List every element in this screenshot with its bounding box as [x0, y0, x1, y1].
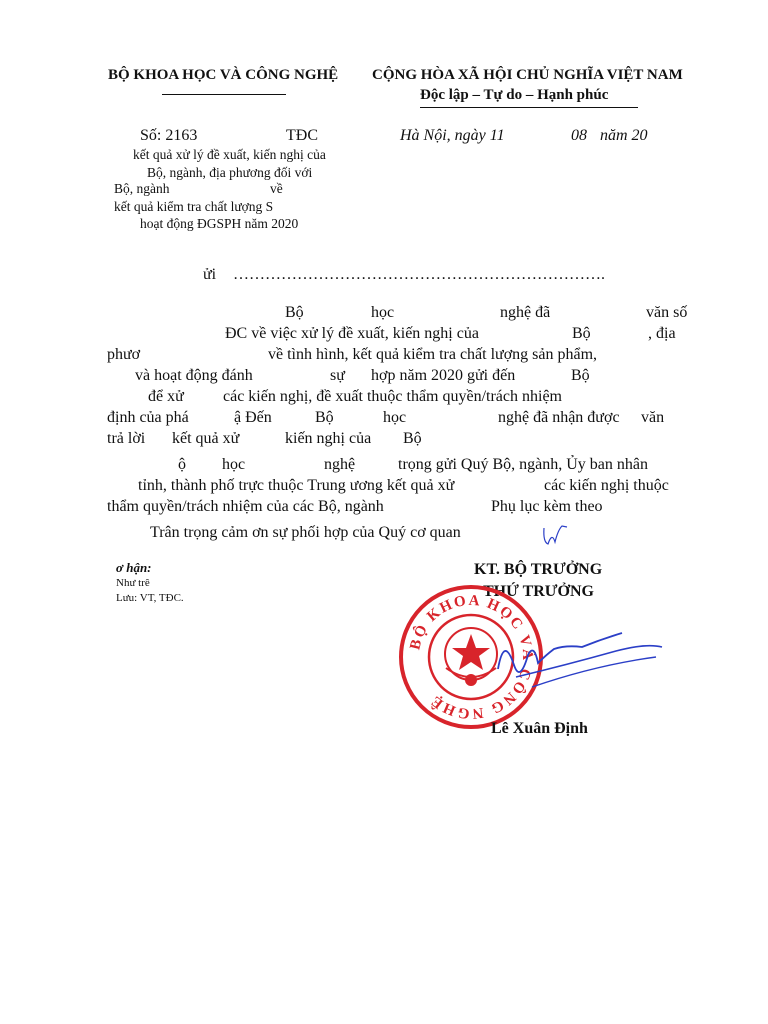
receivers-line-1: Như trê — [116, 577, 150, 589]
p1-l1-a: Bộ — [285, 304, 304, 321]
p1-l2-c: , địa — [648, 325, 676, 342]
p1-l3-a: phươ — [107, 346, 141, 363]
signer-name: Lê Xuân Định — [491, 720, 588, 737]
p1-l7-b: kết quả xử — [172, 430, 240, 447]
receivers-title: ơ hận: — [116, 560, 152, 575]
p1-l2-b: Bộ — [572, 325, 591, 342]
place-date: Hà Nội, ngày 11 — [400, 127, 505, 144]
p1-l6-a: định của phá — [107, 409, 189, 426]
recipient-prefix: ửi — [203, 266, 217, 283]
signature-title-1: KT. BỘ TRƯỞNG — [474, 561, 603, 578]
ministry-name: BỘ KHOA HỌC VÀ CÔNG NGHỆ — [108, 67, 339, 83]
p2-l1-c: nghệ — [324, 456, 356, 473]
p2-l1-b: học — [222, 456, 246, 473]
p1-l1-d: văn số — [646, 304, 688, 321]
date-month: 08 — [571, 127, 587, 144]
p1-l3-b: về tình hình, kết quả kiểm tra chất lượng sản phẩm, — [268, 346, 598, 363]
subject-line-4: kết quả kiểm tra chất lượng S — [114, 199, 274, 214]
subject-line-5: hoạt động ĐGSPH năm 2020 — [140, 216, 299, 231]
republic-title: CỘNG HÒA XÃ HỘI CHỦ NGHĨA VIỆT NAM — [372, 67, 683, 83]
p2-l3-b: Phụ lục kèm theo — [491, 498, 603, 515]
signature-title-2: THỨ TRƯỞNG — [483, 583, 594, 600]
p1-l2-a: ĐC về việc xử lý đề xuất, kiến nghị của — [225, 325, 479, 342]
p1-l5-b: các kiến nghị, đề xuất thuộc thẩm quyền/trách nhiệm — [223, 388, 562, 405]
p1-l4-a: và hoạt động đánh — [135, 367, 253, 384]
p1-l6-e: nghệ đã nhận được — [498, 409, 620, 426]
subject-line-1: kết quả xử lý đề xuất, kiến nghị của — [133, 147, 326, 162]
p2-l2-a: tỉnh, thành phố trực thuộc Trung ương kết quả xử — [138, 477, 455, 494]
recipient-dots: ……………………………………………………………. — [233, 266, 605, 283]
document-code: TĐC — [286, 127, 318, 144]
p2-l1-d: trọng gửi Quý Bộ, ngành, Ủy ban nhân — [398, 456, 648, 473]
date-year: năm 20 — [600, 127, 648, 144]
motto-underline — [420, 107, 638, 108]
p2-l1-a: ộ — [178, 456, 186, 473]
p1-l4-c: hợp năm 2020 gửi đến — [371, 367, 516, 384]
initial-mark — [540, 518, 570, 548]
receivers-line-2: Lưu: VT, TĐC. — [116, 592, 184, 604]
p1-l4-d: Bộ — [571, 367, 590, 384]
handwritten-signature — [486, 625, 666, 695]
p2-l2-b: các kiến nghị thuộc — [544, 477, 669, 494]
p1-l5-a: để xử — [148, 388, 184, 405]
p1-l6-c: Bộ — [315, 409, 334, 426]
p2-l3-a: thẩm quyền/trách nhiệm của các Bộ, ngành — [107, 498, 384, 515]
p1-l6-d: học — [383, 409, 407, 426]
subject-line-3a: Bộ, ngành — [114, 181, 170, 196]
thanks-line: Trân trọng cảm ơn sự phối hợp của Quý cơ quan — [150, 524, 461, 541]
ministry-underline — [162, 94, 286, 95]
national-motto: Độc lập – Tự do – Hạnh phúc — [420, 87, 609, 103]
p1-l6-f: văn — [641, 409, 665, 426]
p1-l4-b: sự — [330, 367, 345, 384]
p1-l7-a: trả lời — [107, 430, 146, 447]
p1-l6-b: ậ Đến — [234, 409, 272, 426]
p1-l7-d: Bộ — [403, 430, 422, 447]
document-number: Số: 2163 — [140, 127, 198, 144]
p1-l1-c: nghệ đã — [500, 304, 551, 321]
subject-line-3b: về — [270, 181, 283, 196]
p1-l7-c: kiến nghị của — [285, 430, 372, 447]
svg-text:BỘ KHOA HỌC VÀ CÔNG NGHỆ: BỘ KHOA HỌC VÀ CÔNG NGHỆ — [407, 592, 536, 722]
p1-l1-b: học — [371, 304, 395, 321]
subject-line-2: Bộ, ngành, địa phương đối với — [147, 165, 313, 180]
